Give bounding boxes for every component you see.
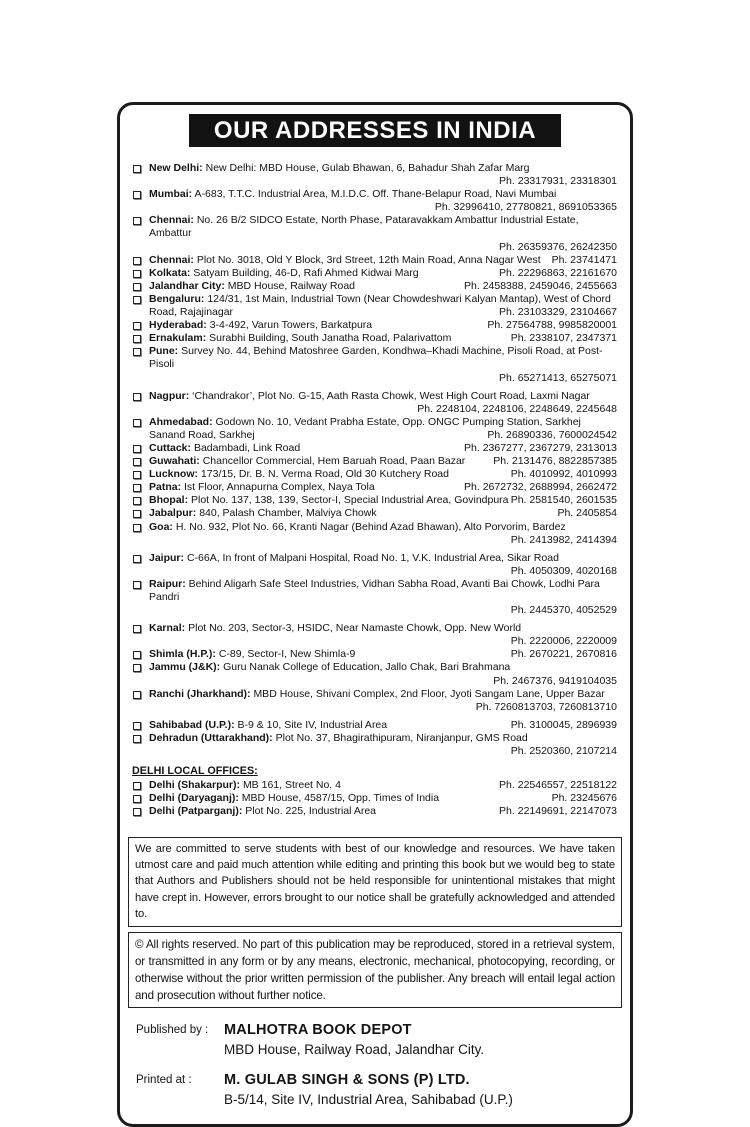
office-text: [149, 688, 617, 714]
printed-at-row: [136, 1071, 616, 1109]
checkbox-bullet-icon: [133, 217, 141, 225]
office-city-label: Bhopal:: [149, 494, 189, 507]
office-item: [132, 494, 617, 507]
printer-name: M. GULAB SINGH & SONS (P) LTD.: [224, 1072, 470, 1089]
checkbox-bullet-icon: [133, 471, 141, 479]
office-phone: Ph. 23741471: [551, 253, 617, 266]
checkbox-bullet-icon: [133, 524, 141, 532]
office-address: Satyam Building, 46-D, Rafi Ahmed Kidwai Marg: [193, 266, 419, 279]
published-by-row: [136, 1021, 616, 1059]
office-item: [132, 732, 617, 758]
office-city-label: Chennai:: [149, 253, 194, 266]
office-address: 173/15, Dr. B. N. Verma Road, Old 30 Kutchery Road: [200, 468, 449, 481]
office-text: [149, 267, 617, 280]
office-item: [132, 507, 617, 520]
office-address: Behind Aligarh Safe Steel Industries, Vidhan Sabha Road, Avanti Bai Chowk, Lodhi Para Pandri: [149, 577, 600, 603]
office-phone: Ph. 2220006, 2220009: [510, 635, 617, 648]
office-text: [149, 188, 617, 214]
office-item: [132, 162, 617, 188]
office-text: [149, 481, 617, 494]
checkbox-bullet-icon: [133, 735, 141, 743]
checkbox-bullet-icon: [133, 322, 141, 330]
office-address: Chancellor Commercial, Hem Baruah Road, Paan Bazar: [202, 455, 466, 468]
office-address: Guru Nanak College of Education, Jallo Chak, Bari Brahmana: [223, 661, 511, 674]
office-address: A-683, T.T.C. Industrial Area, M.I.D.C. Off. Thane-Belapur Road, Navi Mumbai: [194, 188, 557, 201]
office-phone: Ph. 2367277, 2367279, 2313013: [464, 441, 617, 454]
office-item: [132, 332, 617, 345]
office-item: [132, 442, 617, 455]
office-text: [149, 792, 617, 805]
office-item: [132, 455, 617, 468]
office-city-label: Bengaluru:: [149, 292, 205, 305]
checkbox-bullet-icon: [133, 458, 141, 466]
office-phone: Ph. 26890336, 7600024542: [487, 428, 617, 441]
office-phone: Ph. 23317931, 23318301: [499, 175, 617, 188]
checkbox-bullet-icon: [133, 283, 141, 291]
office-city-label: Ranchi (Jharkhand):: [149, 687, 251, 700]
office-address: C-66A, In front of Malpani Hospital, Road No. 1, V.K. Industrial Area, Sikar Road: [186, 551, 559, 564]
office-text: [149, 214, 617, 253]
office-city-label: Pune:: [149, 345, 179, 358]
checkbox-bullet-icon: [133, 445, 141, 453]
checkbox-bullet-icon: [133, 296, 141, 304]
delhi-local-offices-heading: DELHI LOCAL OFFICES:: [132, 765, 258, 778]
commitment-notice: We are committed to serve students with best of our knowledge and resources. We have taken utmost care and paid much attention while editing and printing this book but we would beg to state that Authors and Publishers should not be held responsible for unintentional mistakes that might have crept in. However, errors brought to our notice shall be gratefully acknowledged and attended to.: [128, 837, 622, 927]
office-phone: Ph. 2445370, 4052529: [510, 604, 617, 617]
office-city-label: New Delhi:: [149, 162, 203, 174]
office-address: 3-4-492, Varun Towers, Barkatpura: [209, 319, 373, 332]
office-city-label: Jalandhar City:: [149, 279, 225, 292]
office-address: 124/31, 1st Main, Industrial Town (Near Chowdeshwari Kalyan Mantap), West of Chord Road, Rajajinagar: [149, 292, 611, 319]
office-city-label: Raipur:: [149, 577, 186, 590]
published-by-label: Published by :: [136, 1024, 209, 1037]
checkbox-bullet-icon: [133, 484, 141, 492]
office-item: [132, 521, 617, 547]
office-item: [132, 719, 617, 732]
office-text: [149, 455, 617, 468]
checkbox-bullet-icon: [133, 722, 141, 730]
checkbox-bullet-icon: [133, 393, 141, 401]
office-city-label: Shimla (H.P.):: [149, 648, 216, 661]
office-address: No. 26 B/2 SIDCO Estate, North Phase, Pataravakkam Ambattur Industrial Estate, Ambattur: [149, 214, 579, 240]
office-item: [132, 345, 617, 384]
imprint-section: [120, 1008, 630, 1124]
office-city-label: Chennai:: [149, 214, 194, 227]
office-item: [132, 792, 617, 805]
office-address: Plot No. 137, 138, 139, Sector-I, Special Industrial Area, Govindpura: [191, 494, 509, 507]
office-item: [132, 661, 617, 687]
office-address: Godown No. 10, Vedant Prabha Estate, Opp. ONGC Pumping Station, Sarkhej Sanand Road, Sarkhej: [149, 415, 581, 441]
office-item: [132, 319, 617, 332]
office-item: [132, 468, 617, 481]
office-phone: Ph. 2520360, 2107214: [510, 745, 617, 758]
office-phone: Ph. 4010992, 4010993: [510, 468, 617, 481]
page-title: OUR ADDRESSES IN INDIA: [189, 114, 561, 147]
office-text: [149, 578, 617, 617]
office-text: [149, 661, 617, 687]
office-city-label: Ernakulam:: [149, 332, 207, 345]
office-text: [149, 254, 617, 267]
office-text: [149, 805, 617, 818]
office-text: [149, 552, 617, 578]
office-city-label: Delhi (Daryaganj):: [149, 792, 239, 805]
office-text: [149, 521, 617, 547]
office-item: [132, 293, 617, 319]
office-phone: Ph. 22149691, 22147073: [499, 805, 617, 818]
office-text: [149, 293, 617, 319]
office-address: Ist Floor, Annapurna Complex, Naya Tola: [184, 481, 375, 494]
office-address: MBD House, 4587/15, Opp. Times of India: [241, 792, 440, 805]
checkbox-bullet-icon: [133, 191, 141, 199]
office-item: [132, 648, 617, 661]
office-text: [149, 732, 617, 758]
office-address: H. No. 932, Plot No. 66, Kranti Nagar (Behind Azad Bhawan), Alto Porvorim, Bardez: [175, 520, 566, 533]
copyright-notice: © All rights reserved. No part of this publication may be reproduced, stored in a retrieval system, or transmitted in any form or by any means, electronic, mechanical, photocopying, recording, or otherwise without the prior written permission of the publisher. Any breach will entail legal action and prosecution without further notice.: [128, 932, 622, 1009]
office-phone: Ph. 2672732, 2688994, 2662472: [464, 481, 617, 494]
office-city-label: Guwahati:: [149, 455, 200, 468]
office-address: Badambadi, Link Road: [193, 441, 301, 454]
checkbox-bullet-icon: [133, 581, 141, 589]
checkbox-bullet-icon: [133, 419, 141, 427]
office-text: [149, 345, 617, 384]
checkbox-bullet-icon: [133, 664, 141, 672]
office-address: Plot No. 37, Bhagirathipuram, Niranjanpur, GMS Road: [275, 731, 528, 744]
office-phone: Ph. 2413982, 2414394: [510, 533, 617, 546]
office-address: MBD House, Railway Road: [227, 279, 355, 292]
office-phone: Ph. 4050309, 4020168: [510, 564, 617, 577]
checkbox-bullet-icon: [133, 691, 141, 699]
office-address: Surabhi Building, South Janatha Road, Palarivattom: [209, 332, 452, 345]
office-item: [132, 805, 617, 818]
checkbox-bullet-icon: [133, 257, 141, 265]
office-item: [132, 578, 617, 617]
office-city-label: Nagpur:: [149, 389, 190, 402]
office-text: [149, 719, 617, 732]
office-city-label: Delhi (Patparganj):: [149, 805, 243, 818]
office-phone: Ph. 2670221, 2670816: [510, 648, 617, 661]
office-address: Plot No. 203, Sector-3, HSIDC, Near Namaste Chowk, Opp. New World: [188, 622, 522, 635]
checkbox-bullet-icon: [133, 348, 141, 356]
office-address: 840, Palash Chamber, Malviya Chowk: [199, 507, 377, 520]
office-item: [132, 254, 617, 267]
checkbox-bullet-icon: [133, 625, 141, 633]
office-text: [149, 416, 617, 442]
office-item: [132, 779, 617, 792]
office-city-label: Hyderabad:: [149, 319, 207, 332]
office-item: [132, 416, 617, 442]
office-item: [132, 688, 617, 714]
office-city-label: Lucknow:: [149, 468, 198, 481]
office-item: [132, 481, 617, 494]
office-address: Plot No. 225, Industrial Area: [245, 805, 377, 818]
office-city-label: Goa:: [149, 520, 173, 533]
office-phone: Ph. 27564788, 9985820001: [487, 319, 617, 332]
office-text: [149, 507, 617, 520]
office-address: B-9 & 10, Site IV, Industrial Area: [237, 718, 388, 731]
printed-at-label: Printed at :: [136, 1074, 192, 1087]
office-city-label: Jabalpur:: [149, 507, 197, 520]
office-city-label: Jammu (J&K):: [149, 661, 221, 674]
office-phone: Ph. 2405854: [557, 507, 617, 520]
office-phone: Ph. 2248104, 2248106, 2248649, 2245648: [417, 402, 617, 415]
office-phone: Ph. 65271413, 65275071: [499, 371, 617, 384]
office-city-label: Ahmedabad:: [149, 415, 213, 428]
office-item: [132, 214, 617, 253]
printer-address: B-5/14, Site IV, Industrial Area, Sahibabad (U.P.): [224, 1092, 513, 1108]
office-address: C-89, Sector-I, New Shimla-9: [218, 648, 356, 661]
office-item: [132, 552, 617, 578]
office-address: MBD House, Shivani Complex, 2nd Floor, Jyoti Sangam Lane, Upper Bazar: [253, 687, 605, 700]
offices-delhi-local: [132, 779, 617, 818]
office-item: [132, 622, 617, 648]
checkbox-bullet-icon: [133, 782, 141, 790]
office-item: [132, 267, 617, 280]
office-address: MB 161, Street No. 4: [242, 779, 341, 792]
office-phone: Ph. 32996410, 27780821, 8691053365: [434, 201, 617, 214]
office-text: [149, 332, 617, 345]
office-phone: Ph. 26359376, 26242350: [499, 240, 617, 253]
checkbox-bullet-icon: [133, 555, 141, 563]
office-text: [149, 442, 617, 455]
office-phone: Ph. 22546557, 22518122: [499, 779, 617, 792]
office-item: [132, 188, 617, 214]
publisher-name: MALHOTRA BOOK DEPOT: [224, 1022, 412, 1039]
office-phone: Ph. 23103329, 23104667: [499, 306, 617, 319]
office-text: [149, 494, 617, 507]
page-frame: [117, 102, 633, 1127]
office-item: [132, 280, 617, 293]
office-phone: Ph. 2581540, 2601535: [510, 494, 617, 507]
checkbox-bullet-icon: [133, 497, 141, 505]
office-text: [149, 648, 617, 661]
office-phone: Ph. 7260813703, 7260813710: [475, 700, 617, 713]
office-city-label: Delhi (Shakarpur):: [149, 779, 241, 792]
office-text: [149, 468, 617, 481]
office-text: [149, 319, 617, 332]
office-phone: Ph. 2458388, 2459046, 2455663: [464, 279, 617, 292]
checkbox-bullet-icon: [133, 795, 141, 803]
checkbox-bullet-icon: [133, 165, 141, 173]
office-city-label: Jaipur:: [149, 551, 185, 564]
office-address: New Delhi: MBD House, Gulab Bhawan, 6, Bahadur Shah Zafar Marg: [205, 162, 530, 174]
office-text: [149, 280, 617, 293]
office-item: [132, 390, 617, 416]
office-phone: Ph. 2338107, 2347371: [510, 332, 617, 345]
checkbox-bullet-icon: [133, 808, 141, 816]
office-text: [149, 162, 617, 188]
office-city-label: Kolkata:: [149, 266, 191, 279]
checkbox-bullet-icon: [133, 335, 141, 343]
checkbox-bullet-icon: [133, 651, 141, 659]
office-text: [149, 390, 617, 416]
office-text: [149, 622, 617, 648]
office-phone: Ph. 22296863, 22161670: [499, 266, 617, 279]
office-city-label: Dehradun (Uttarakhand):: [149, 731, 273, 744]
office-city-label: Mumbai:: [149, 188, 193, 201]
office-address: Survey No. 44, Behind Matoshree Garden, Kondhwa–Khadi Machine, Pisoli Road, at Post-Pisoli: [149, 345, 603, 371]
checkbox-bullet-icon: [133, 510, 141, 518]
checkbox-bullet-icon: [133, 270, 141, 278]
office-city-label: Karnal:: [149, 622, 186, 635]
office-phone: Ph. 2467376, 9419104035: [493, 674, 617, 687]
office-city-label: Cuttack:: [149, 441, 192, 454]
office-address: ‘Chandrakor’, Plot No. G-15, Aath Rasta Chowk, West High Court Road, Laxmi Nagar: [192, 389, 590, 402]
office-phone: Ph. 23245676: [551, 792, 617, 805]
office-phone: Ph. 2131476, 8822857385: [493, 455, 617, 468]
office-city-label: Sahibabad (U.P.):: [149, 718, 235, 731]
office-city-label: Patna:: [149, 481, 182, 494]
office-phone: Ph. 3100045, 2896939: [510, 718, 617, 731]
office-text: [149, 779, 617, 792]
office-address: Plot No. 3018, Old Y Block, 3rd Street, 12th Main Road, Anna Nagar West: [196, 253, 541, 266]
offices-main: [132, 162, 617, 758]
address-list: [120, 147, 630, 827]
publisher-address: MBD House, Railway Road, Jalandhar City.: [224, 1042, 485, 1058]
